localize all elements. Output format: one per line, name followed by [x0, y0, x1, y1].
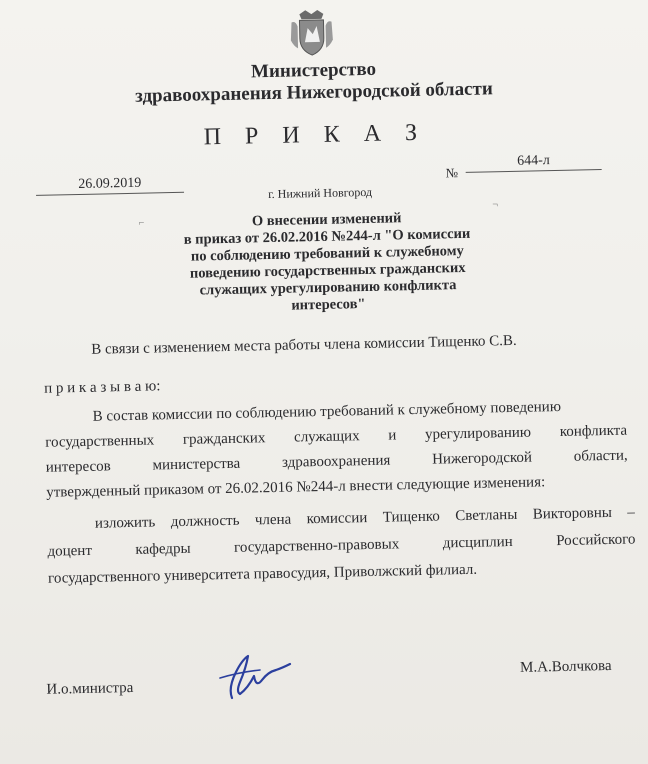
paragraph-line: государственных гражданских служащих и урегулированию конфликта — [45, 422, 628, 451]
handwritten-signature — [210, 648, 300, 708]
order-number: 644-л — [465, 152, 601, 173]
paragraph-line: доцент кафедры государственно-правовых дисциплин Российского — [47, 531, 636, 560]
title-line: по соблюдению требований к служебному — [190, 242, 464, 265]
signatory-role: И.о.министра — [46, 679, 134, 698]
position-paragraph — [47, 499, 637, 592]
reason-paragraph: В связи с изменением места работы члена комиссии Тищенко С.В. — [91, 332, 517, 358]
paragraph-line: государственного университета правосудия, Приволжский филиал. — [47, 561, 478, 587]
title-line: интересов" — [291, 296, 366, 314]
paragraph-line: В состав комиссии по соблюдению требований к служебному поведению — [92, 398, 562, 425]
corner-mark-left: ⌐ — [138, 217, 145, 229]
city: г. Нижний Новгород — [267, 184, 373, 202]
title-line: поведению государственных гражданских — [189, 259, 466, 282]
signatory-name: М.А.Волчкова — [519, 657, 612, 676]
changes-paragraph — [44, 394, 628, 506]
order-number-label: № — [445, 165, 459, 181]
paragraph-line: изложить должность члена комиссии Тищенко Светланы Викторовны – — [94, 504, 636, 532]
document-type: П Р И К А З — [203, 119, 427, 151]
paragraph-line: утвержденный приказом от 26.02.2016 №244-л внести следующие изменения: — [46, 474, 546, 501]
corner-mark-right: ¬ — [492, 199, 499, 211]
paragraph-line: интересов министерства здравоохранения Нижегородской области, — [45, 447, 628, 476]
title-line: О внесении изменений — [251, 210, 402, 230]
title-line: в приказ от 26.02.2016 №244-л "О комиссии — [183, 225, 471, 248]
ministry-name-line2: здравоохранения Нижегородской области — [134, 78, 494, 107]
order-word: п р и к а з ы в а ю: — [43, 378, 161, 397]
order-title — [147, 208, 509, 318]
ministry-name-line1: Министерство — [250, 58, 377, 83]
order-date: 26.09.2019 — [36, 175, 184, 196]
coat-of-arms-icon — [285, 8, 338, 59]
title-line: служащих урегулированию конфликта — [199, 277, 457, 299]
